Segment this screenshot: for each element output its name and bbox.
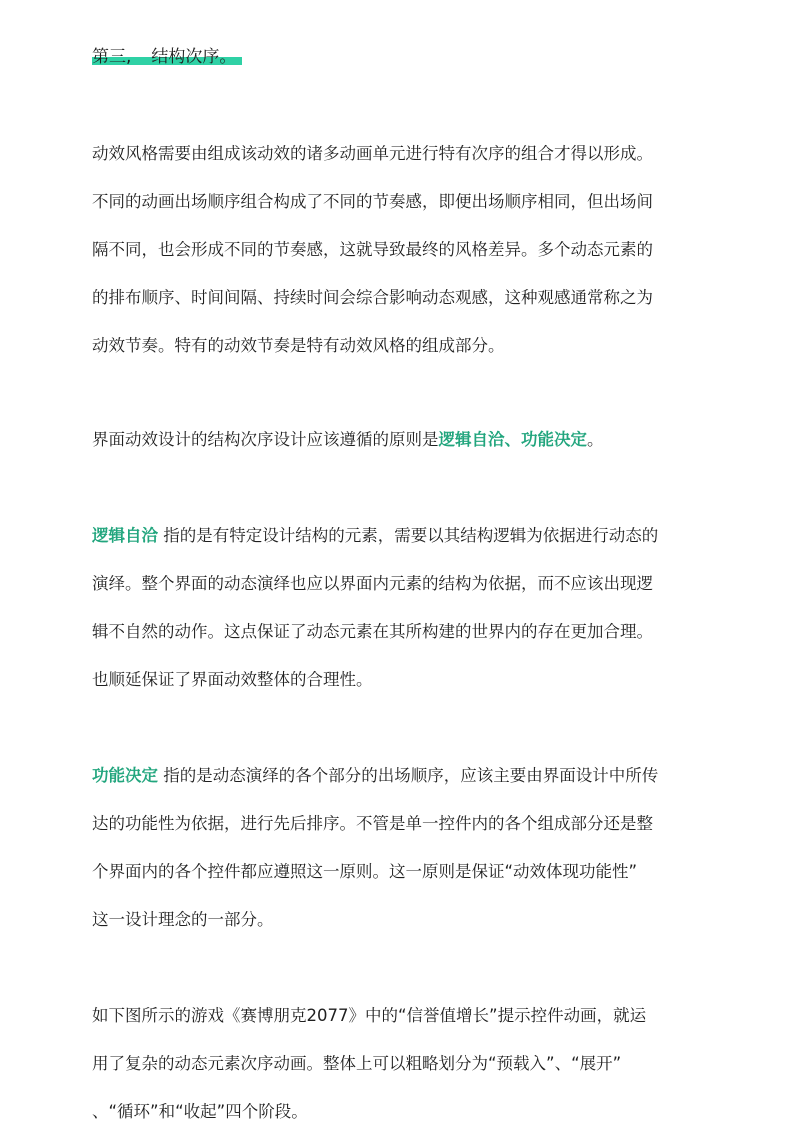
paragraph-line: 动效风格需要由组成该动效的诸多动画单元进行特有次序的组合才得以形成。 bbox=[92, 144, 653, 163]
heading-part-1: 第三, bbox=[92, 47, 132, 67]
paragraph-line bbox=[92, 752, 712, 800]
term-logic-consistency: 逻辑自洽 bbox=[92, 526, 158, 545]
paragraph-line-rest: 指的是有特定设计结构的元素，需要以其结构逻辑为依据进行动态的 bbox=[158, 526, 659, 545]
paragraph-line bbox=[92, 416, 712, 464]
paragraph-line: 动效节奏。特有的动效节奏是特有动效风格的组成部分。 bbox=[92, 336, 505, 355]
paragraph-line: 、“循环”和“收起”四个阶段。 bbox=[92, 1102, 308, 1121]
paragraph-line: 个界面内的各个控件都应遵照这一原则。这一原则是保证“动效体现功能性” bbox=[92, 862, 638, 881]
heading-part-2: 结构次序。 bbox=[151, 47, 237, 67]
paragraph-line bbox=[92, 512, 712, 560]
paragraph-1 bbox=[92, 130, 712, 370]
paragraph-line: 隔不同，也会形成不同的节奏感，这就导致最终的风格差异。多个动态元素的 bbox=[92, 240, 653, 259]
paragraph-3 bbox=[92, 512, 712, 704]
paragraph-line: 这一设计理念的一部分。 bbox=[92, 910, 274, 929]
section-heading bbox=[92, 44, 236, 70]
term-function-decides: 功能决定 bbox=[92, 766, 158, 785]
paragraph-line-rest: 指的是动态演绎的各个部分的出场顺序，应该主要由界面设计中所传 bbox=[158, 766, 659, 785]
paragraph-4 bbox=[92, 752, 712, 944]
paragraph-line: 也顺延保证了界面动效整体的合理性。 bbox=[92, 670, 373, 689]
paragraph-line: 达的功能性为依据，进行先后排序。不管是单一控件内的各个组成部分还是整 bbox=[92, 814, 653, 833]
paragraph-line: 演绎。整个界面的动态演绎也应以界面内元素的结构为依据，而不应该出现逻 bbox=[92, 574, 653, 593]
paragraph-5 bbox=[92, 992, 712, 1136]
paragraph-line: 不同的动画出场顺序组合构成了不同的节奏感，即便出场顺序相同，但出场间 bbox=[92, 192, 653, 211]
paragraph-line: 的排布顺序、时间间隔、持续时间会综合影响动态观感，这种观感通常称之为 bbox=[92, 288, 653, 307]
paragraph-2 bbox=[92, 416, 712, 464]
principle-highlight: 逻辑自洽、功能决定 bbox=[438, 430, 587, 449]
paragraph-line: 如下图所示的游戏《赛博朋克2077》中的“信誉值增长”提示控件动画，就运 bbox=[92, 1006, 647, 1025]
principle-suffix: 。 bbox=[587, 430, 604, 449]
paragraph-line: 辑不自然的动作。这点保证了动态元素在其所构建的世界内的存在更加合理。 bbox=[92, 622, 653, 641]
paragraph-line: 用了复杂的动态元素次序动画。整体上可以粗略划分为“预载入”、“展开” bbox=[92, 1054, 622, 1073]
principle-prefix: 界面动效设计的结构次序设计应该遵循的原则是 bbox=[92, 430, 439, 449]
